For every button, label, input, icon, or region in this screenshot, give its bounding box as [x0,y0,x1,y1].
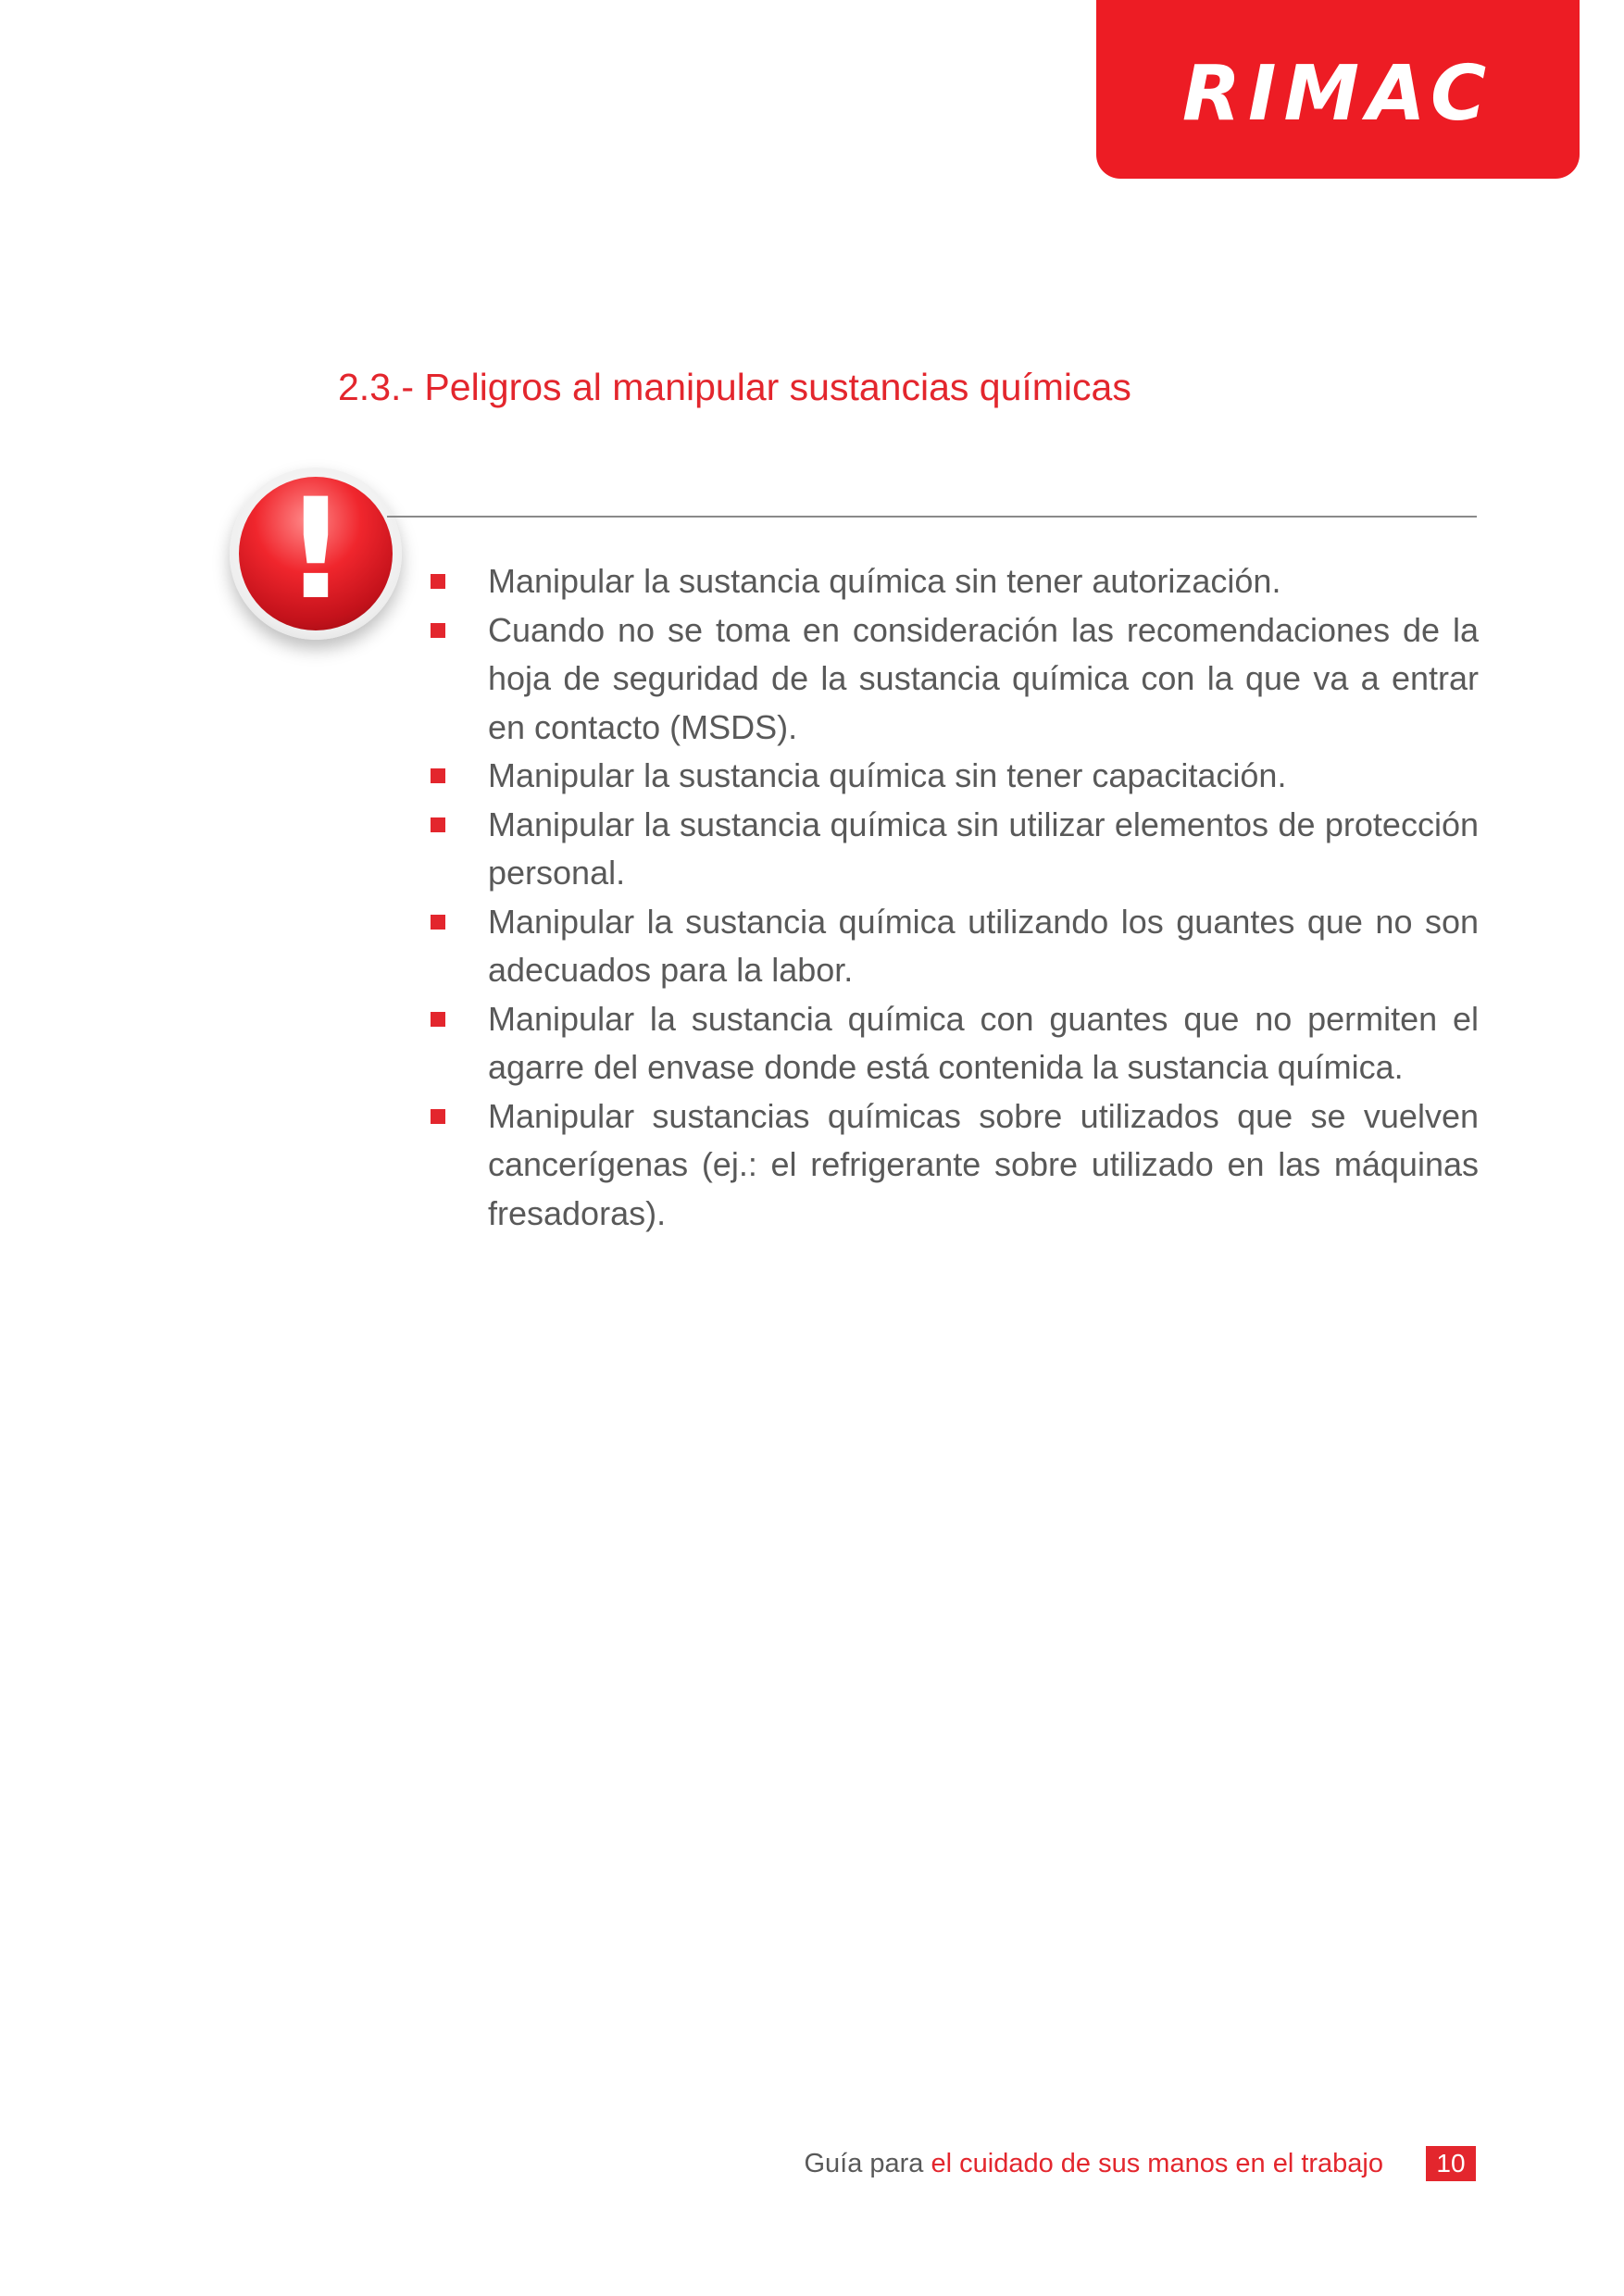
logo-text: RIMAC [1181,50,1494,138]
list-item-text: Manipular sustancias químicas sobre utilizados que se vuelven cancerígenas (ej.: el refrigerante sobre utilizado en las máquinas fresadoras). [488,1096,1479,1232]
hazard-list [431,557,1479,1238]
exclamation-warning-icon [230,468,402,640]
list-item [431,557,1479,606]
footer-title: el cuidado de sus manos en el trabajo [931,2148,1383,2178]
red-square-bullet-icon [431,1109,445,1124]
list-item-text: Manipular la sustancia química sin utilizar elementos de protección personal. [488,805,1479,892]
page-number: 10 [1426,2146,1476,2181]
list-item-text: Cuando no se toma en consideración las recomendaciones de la hoja de seguridad de la sustancia química con la que va a entrar en contacto (MSDS). [488,610,1479,746]
footer-prefix: Guía para [804,2148,924,2178]
red-square-bullet-icon [431,817,445,832]
red-square-bullet-icon [431,623,445,638]
list-item-text: Manipular la sustancia química sin tener capacitación. [488,756,1287,794]
red-square-bullet-icon [431,574,445,589]
list-item-text: Manipular la sustancia química utilizando los guantes que no son adecuados para la labor. [488,902,1479,989]
list-item [431,801,1479,898]
section-title: 2.3.- Peligros al manipular sustancias químicas [338,366,1131,408]
list-item [431,752,1479,801]
exclamation-mark-icon: ! [283,469,348,631]
section-divider [387,516,1477,518]
red-square-bullet-icon [431,915,445,930]
list-item-text: Manipular la sustancia química sin tener autorización. [488,562,1281,600]
list-item [431,995,1479,1092]
list-item [431,1092,1479,1239]
red-square-bullet-icon [431,1012,445,1027]
list-item [431,606,1479,753]
rimac-logo [1096,0,1580,179]
list-item-text: Manipular la sustancia química con guantes que no permiten el agarre del envase donde está contenida la sustancia química. [488,999,1479,1086]
list-item [431,898,1479,995]
page-footer [804,2146,1476,2181]
red-square-bullet-icon [431,768,445,783]
